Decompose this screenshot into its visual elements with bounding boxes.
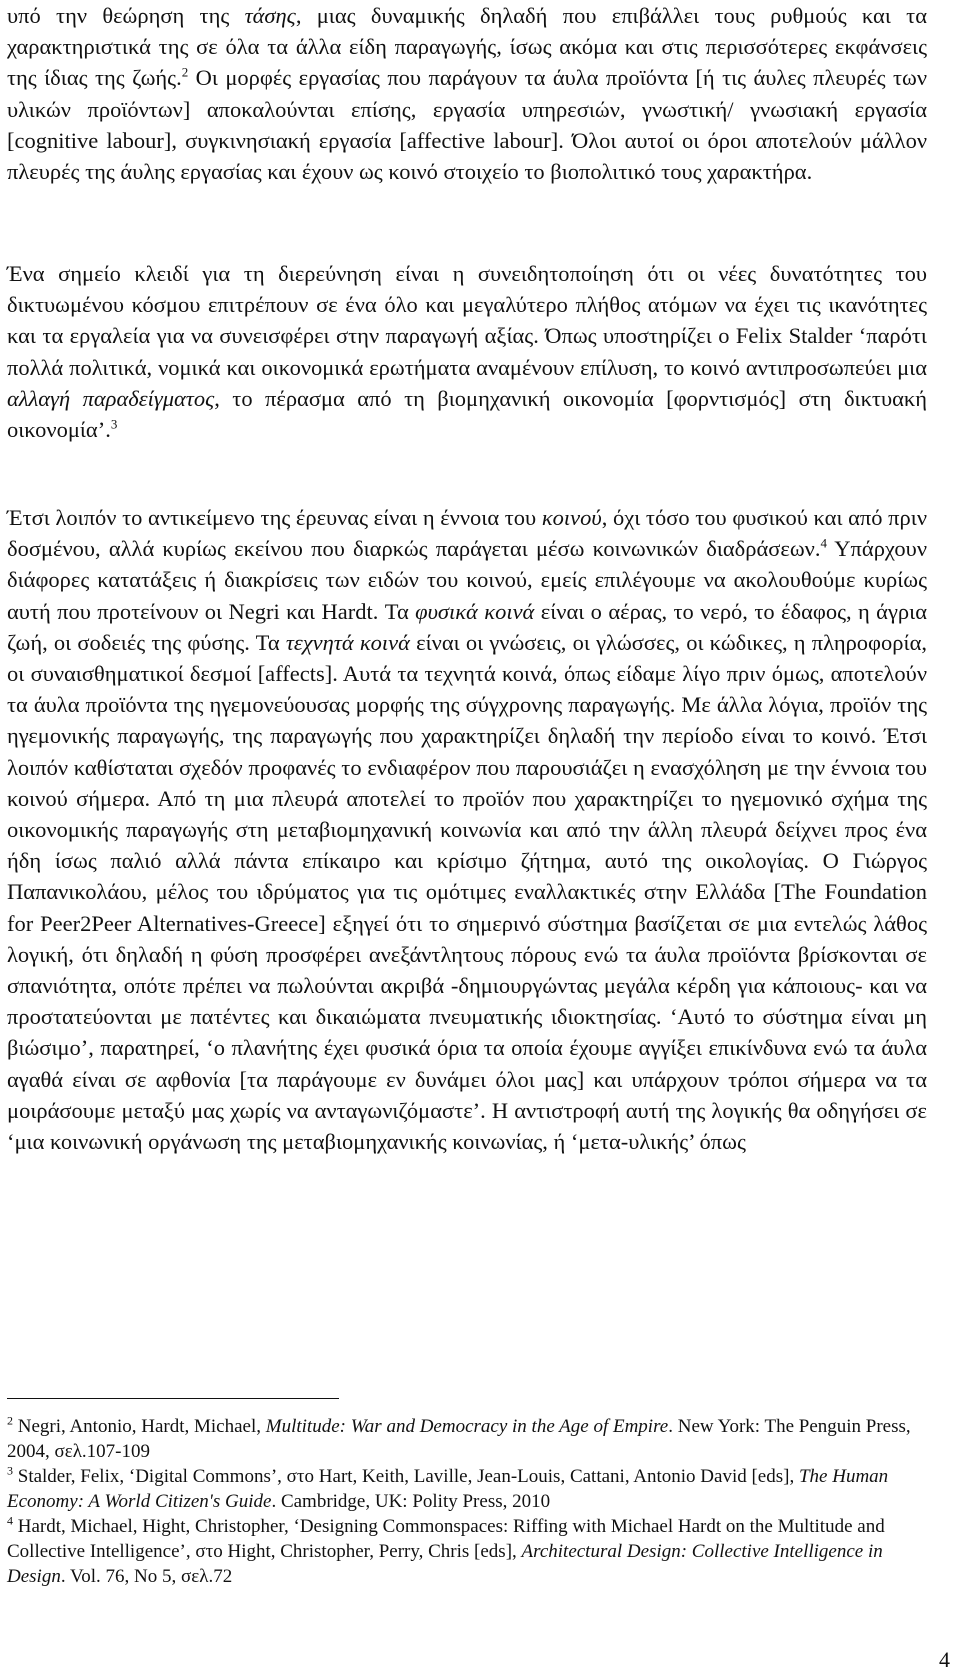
footnote-text: Negri, Antonio, Hardt, Michael, bbox=[13, 1416, 266, 1437]
italic-text-segment: φυσικά κοινά bbox=[415, 598, 535, 624]
text-segment: Έτσι λοιπόν το αντικείμενο της έρευνας είναι η έννοια του bbox=[7, 505, 542, 530]
text-segment: , το πέρασμα από τη βιομηχανική οικονομία [φορντισμός] στη δικτυακή οικονομία’. bbox=[7, 385, 928, 443]
italic-text-segment: τάσης bbox=[244, 3, 296, 28]
footnote-2 bbox=[7, 1414, 927, 1464]
footnote-title: The Human Economy: A World Citizen's Guide bbox=[7, 1466, 889, 1512]
paragraph-2 bbox=[7, 258, 927, 445]
footnote-ref-4[interactable]: 4 bbox=[820, 535, 827, 551]
footnote-text: . Cambridge, UK: Polity Press, 2010 bbox=[271, 1491, 551, 1512]
text-segment: , όχι τόσο του φυσικού και από πριν δοσμένου, αλλά κυρίως εκείνου που διαρκώς παράγεται μέσω κοινωνικών διαδράσεων. bbox=[7, 505, 927, 562]
italic-text-segment: τεχνητά κοινά bbox=[285, 629, 410, 655]
footnote-text: . Vol. 76, No 5, σελ.72 bbox=[60, 1566, 233, 1587]
paragraph-1 bbox=[7, 0, 927, 187]
text-segment: Ένα σημείο κλειδί για τη διερεύνηση είναι η συνειδητοποίηση ότι οι νέες δυνατότητες του δικτυωμένου κόσμου επιτρέπουν σε ένα όλο και μεγαλύτερο πλήθος ατόμων να έχει τις ικανότητες και τα εργαλεία για να συνεισφέρει στην παραγωγή αξίας. Όπως υποστηρίζει ο Felix Stalder ‘παρότι πολλά πολιτικά, νομικά και οικονομικά ερωτήματα αναμένουν επίλυση, το κοινό αντιπροσωπεύει μια bbox=[7, 261, 927, 380]
text-segment: Υπάρχουν διάφορες κατατάξεις ή διακρίσεις των ειδών του κοινού, εμείς επιλέγουμε να ακολουθούμε κυρίως αυτή που προτείνουν οι Negri και Hardt. Τα bbox=[7, 536, 927, 624]
italic-text-segment: κοινού bbox=[541, 505, 602, 530]
footnote-3 bbox=[7, 1464, 927, 1514]
footnote-title: Multitude: War and Democracy in the Age of Empire bbox=[265, 1416, 669, 1437]
footnote-ref-2[interactable]: 2 bbox=[181, 64, 189, 80]
footnotes bbox=[7, 1414, 927, 1589]
footnote-text: Stalder, Felix, ‘Digital Commons’, στο Hart, Keith, Laville, Jean-Louis, Cattani, Antonio David [eds], bbox=[13, 1466, 799, 1487]
footnote-number: 2 bbox=[7, 1413, 13, 1428]
footnote-4 bbox=[7, 1514, 927, 1589]
text-segment: υπό την θεώρηση της bbox=[7, 3, 245, 28]
footnote-separator bbox=[7, 1398, 339, 1399]
text-segment: Οι μορφές εργασίας που παράγουν τα άυλα προϊόντα [ή τις άυλες πλευρές των υλικών προϊόντων] αποκαλούνται επίσης, εργασία υπηρεσιών, γνωστική/ γνωσιακή εργασία [cognitive labour], συγκινησιακή εργασία [affective labour]. Όλοι αυτοί οι όροι αποτελούν μάλλον πλευρές της άυλης εργασίας και έχουν ως κοινό στοιχείο το βιοπολιτικό τους χαρακτήρα. bbox=[7, 65, 927, 185]
footnote-text: . New York: The Penguin Press, 2004, σελ.107-109 bbox=[7, 1416, 911, 1462]
footnote-number: 3 bbox=[7, 1463, 13, 1478]
footnote-number: 4 bbox=[7, 1513, 13, 1528]
italic-text-segment: αλλαγή παραδείγματος bbox=[7, 385, 215, 411]
text-segment: , μιας δυναμικής δηλαδή που επιβάλλει τους ρυθμούς και τα χαρακτηριστικά της σε όλα τα άλλα είδη παραγωγής, ίσως ακόμα και στις περισσότερες εκφάνσεις της ίδιας της ζωής. bbox=[7, 3, 928, 91]
text-segment: είναι ο αέρας, το νερό, το έδαφος, η άγρια ζωή, οι σοδειές της φύσης. Τα bbox=[7, 598, 927, 655]
footnote-title: Architectural Design: Collective Intelligence in Design bbox=[7, 1541, 883, 1587]
footnote-text: Hardt, Michael, Hight, Christopher, ‘Designing Commonspaces: Riffing with Michael Hardt on the Multitude and Collective Intelligence’, στο Hight, Christopher, Perry, Chris [eds], bbox=[7, 1516, 885, 1562]
page-number: 4 bbox=[939, 1647, 950, 1672]
text-segment: είναι οι γνώσεις, οι γλώσσες, οι κώδικες, η πληροφορία, οι συναισθηματικοί δεσμοί [affects]. Αυτά τα τεχνητά κοινά, όπως είδαμε λίγο πριν όμως, αποτελούν τα άυλα προϊόντα της ηγεμονεύουσας μορφής της σύγχρονης παραγωγής. Με άλλα λόγια, προϊόν της ηγεμονικής παραγωγής, της παραγωγής που χαρακτηρίζει δηλαδή την περίοδο είναι το κοινό. Έτσι λοιπόν καθίσταται σχεδόν προφανές το ενδιαφέρον που παρουσιάζει η ενασχόληση με την έννοια του κοινού σήμερα. Από τη μια πλευρά αποτελεί το προϊόν που χαρακτηρίζει το ηγεμονικό σχήμα της οικονομικής παραγωγής στη μεταβιομηχανική κοινωνία και από την άλλη πλευρά δείχνει προς ένα ήδη ίσως παλιό αλλά πάντα επίκαιρο και κρίσιμο ζήτημα, αυτό της οικολογίας. Ο Γιώργος Παπανικολάου, μέλος του ιδρύματος για τις ομότιμες εναλλακτικές στην Ελλάδα [The Foundation for Peer2Peer Alternatives-Greece] εξηγεί ότι το σημερινό σύστημα βασίζεται σε μια εντελώς λάθος λογική, ότι δηλαδή η φύση προσφέρει ανεξάντλητους πόρους ενώ τα άυλα προϊόντα βρίσκονται σε σπανιότητα, οπότε πρέπει να πωλούνται ακριβά -δημιουργώντας μεγάλα κέρδη για κάποιους- και να προστατεύονται με πατέντες και δικαιώματα πνευματικής ιδιοκτησίας. ‘Αυτό το σύστημα είναι μη βιώσιμο’, παρατηρεί, ‘ο πλανήτης έχει φυσικά όρια τα οποία έχουμε αγγίξει επικίνδυνα ενώ τα άυλα αγαθά είναι σε αφθονία [τα παράγουμε εν δυνάμει όλοι μας] και υπάρχουν τρόποι σήμερα να τα μοιράσουμε μεταξύ μας χωρίς να ανταγωνιζόμαστε’. Η αντιστροφή αυτή της λογικής θα οδηγήσει σε ‘μια κοινωνική οργάνωση της μεταβιομηχανικής κοινωνίας, ή ‘μετα-υλικής’ όπως bbox=[7, 629, 927, 1155]
footnote-ref-3[interactable]: 3 bbox=[110, 416, 118, 432]
paragraph-3 bbox=[7, 502, 927, 1157]
